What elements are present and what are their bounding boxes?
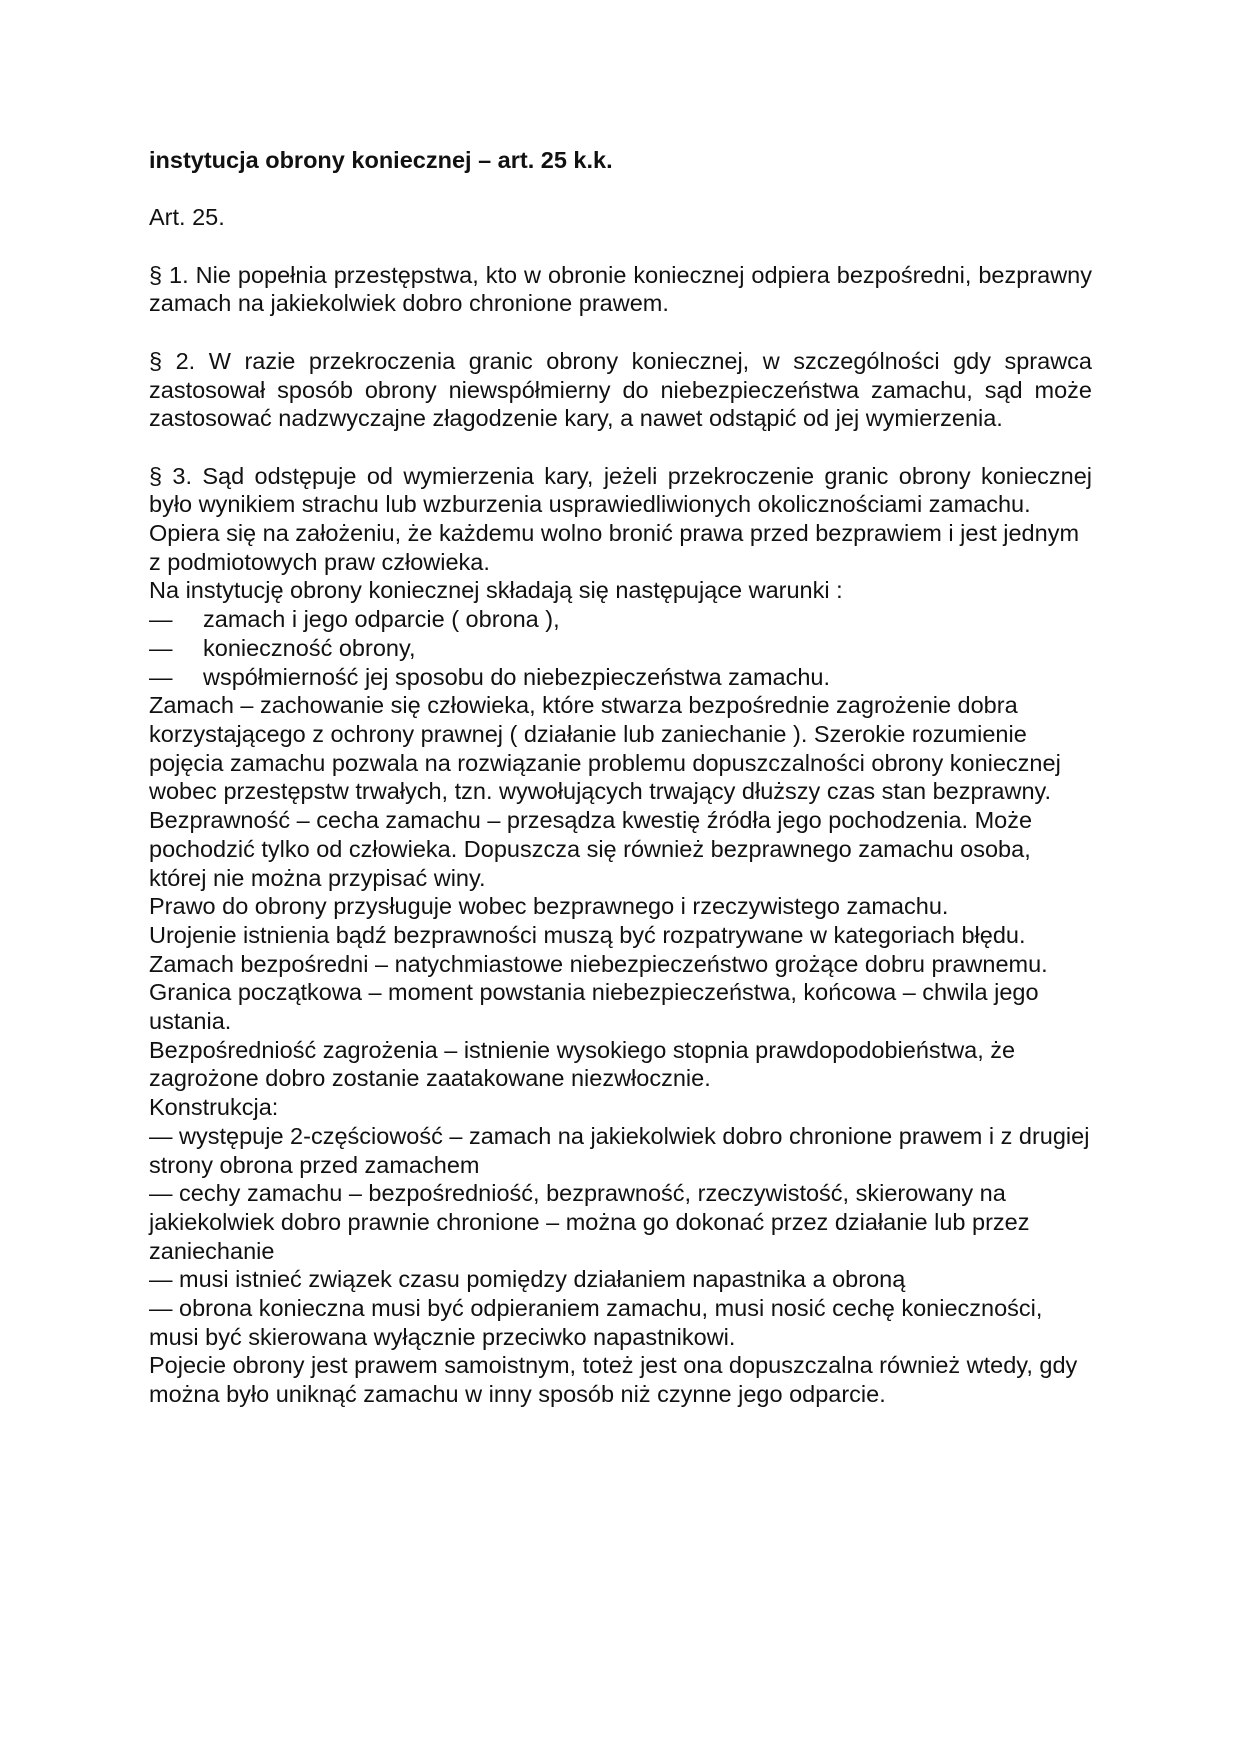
document-page bbox=[149, 146, 1092, 1409]
body-paragraph: Urojenie istnienia bądź bezprawności muszą być rozpatrywane w kategoriach błędu. bbox=[149, 921, 1026, 948]
construction-item: — cechy zamachu – bezpośredniość, bezprawność, rzeczywistość, skierowany na jakiekolwiek dobro prawnie chronione – można go dokonać przez działanie lub przez zaniechanie bbox=[149, 1180, 1030, 1264]
dash-bullet: — bbox=[149, 606, 173, 633]
law-paragraph-3: § 3. Sąd odstępuje od wymierzenia kary, jeżeli przekroczenie granic obrony koniecznej było wynikiem strachu lub wzburzenia usprawiedliwionych okolicznościami zamachu. bbox=[149, 462, 1092, 518]
law-paragraph-2: § 2. W razie przekroczenia granic obrony koniecznej, w szczególności gdy sprawca zastosował sposób obrony niewspółmierny do niebezpieczeństwa zamachu, sąd może zastosować nadzwyczajne złagodzenie kary, a nawet odstąpić od jej wymierzenia. bbox=[149, 347, 1092, 432]
dash-bullet: — bbox=[149, 663, 173, 690]
body-paragraph: Pojecie obrony jest prawem samoistnym, toteż jest ona dopuszczalna również wtedy, gdy można było uniknąć zamachu w inny sposób niż czynne jego odparcie. bbox=[149, 1352, 1078, 1408]
body-paragraph: Prawo do obrony przysługuje wobec bezprawnego i rzeczywistego zamachu. bbox=[149, 893, 949, 920]
construction-item: — musi istnieć związek czasu pomiędzy działaniem napastnika a obroną bbox=[149, 1266, 906, 1293]
law-paragraph-1: § 1. Nie popełnia przestępstwa, kto w obronie koniecznej odpiera bezpośredni, bezprawny zamach na jakiekolwiek dobro chronione prawem. bbox=[149, 261, 1092, 317]
body-paragraph: Zamach bezpośredni – natychmiastowe niebezpieczeństwo grożące dobru prawnemu. bbox=[149, 950, 1048, 977]
construction-heading: Konstrukcja: bbox=[149, 1094, 279, 1121]
body-paragraph: Bezprawność – cecha zamachu – przesądza kwestię źródła jego pochodzenia. Może pochodzić tylko od człowieka. Dopuszcza się również bezprawnego zamachu osoba, której nie można przypisać winy. bbox=[149, 807, 1033, 891]
document-title: instytucja obrony koniecznej – art. 25 k.k. bbox=[149, 147, 613, 173]
list-item-text: współmierność jej sposobu do niebezpieczeństwa zamachu. bbox=[203, 663, 831, 690]
article-heading: Art. 25. bbox=[149, 204, 225, 231]
list-item bbox=[149, 634, 1092, 663]
list-item-text: zamach i jego odparcie ( obrona ), bbox=[203, 606, 560, 633]
list-item bbox=[149, 605, 1092, 634]
construction-item: — występuje 2-częściowość – zamach na jakiekolwiek dobro chronione prawem i z drugiej strony obrona przed zamachem bbox=[149, 1122, 1090, 1178]
body-paragraph: Granica początkowa – moment powstania niebezpieczeństwa, końcowa – chwila jego ustania. bbox=[149, 979, 1039, 1035]
intro-paragraph: Opiera się na założeniu, że każdemu wolno bronić prawa przed bezprawiem i jest jednym z podmiotowych praw człowieka. bbox=[149, 520, 1080, 575]
construction-item: — obrona konieczna musi być odpieraniem zamachu, musi nosić cechę konieczności, musi być skierowana wyłącznie przeciwko napastnikowi. bbox=[149, 1295, 1043, 1350]
conditions-intro: Na instytucję obrony koniecznej składają się następujące warunki : bbox=[149, 577, 843, 604]
list-item-text: konieczność obrony, bbox=[203, 634, 416, 661]
body-paragraph: Zamach – zachowanie się człowieka, które stwarza bezpośrednie zagrożenie dobra korzystającego z ochrony prawnej ( działanie lub zaniechanie ). Szerokie rozumienie pojęcia zamachu pozwala na rozwiązanie problemu dopuszczalności obrony koniecznej wobec przestępstw trwałych, tzn. wywołujących trwający dłuższy czas stan bezprawny. bbox=[149, 692, 1061, 805]
body-paragraph: Bezpośredniość zagrożenia – istnienie wysokiego stopnia prawdopodobieństwa, że zagrożone dobro zostanie zaatakowane niezwłocznie. bbox=[149, 1036, 1016, 1092]
dash-bullet: — bbox=[149, 634, 173, 661]
list-item bbox=[149, 663, 1092, 692]
